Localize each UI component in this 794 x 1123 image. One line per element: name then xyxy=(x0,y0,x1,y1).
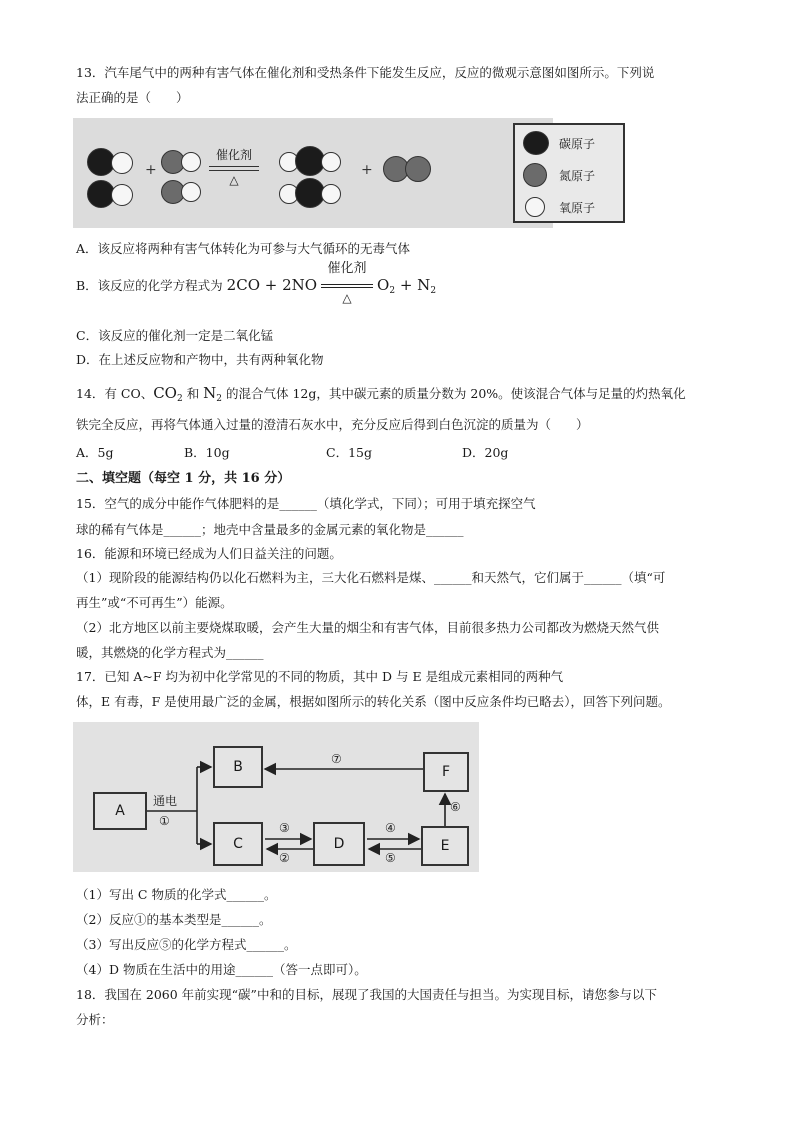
oxygen-atom xyxy=(181,152,201,172)
diagram-arrows xyxy=(73,722,479,872)
q13-option-b xyxy=(76,260,437,305)
node-d: D xyxy=(313,822,365,866)
q17-sub4: （4）D 物质在生活中的用途______（答一点即可）。 xyxy=(76,962,367,977)
reaction-7-label: ⑦ xyxy=(331,752,342,766)
formula-co2: CO xyxy=(153,384,177,402)
q16-line1: 16．能源和环境已经成为人们日益关注的问题。 xyxy=(76,546,342,561)
q14-stem-line2: 铁完全反应，再将气体通入过量的澄清石灰水中，充分反应后得到白色沉淀的质量为（ ） xyxy=(76,417,589,432)
legend-carbon: 碳原子 xyxy=(559,137,596,151)
oxygen-atom xyxy=(111,184,133,206)
q13-stem-line2: 法正确的是（ ） xyxy=(76,90,189,105)
q14-option-a: A．5g xyxy=(76,445,114,460)
subscript: 2 xyxy=(389,286,396,296)
node-f: F xyxy=(423,752,469,792)
node-b: B xyxy=(213,746,263,788)
q14-text: 的混合气体 12g，其中碳元素的质量分数为 20%。使该混合气体与足量的灼热氧化 xyxy=(222,386,686,401)
nitrogen-legend-swatch xyxy=(523,163,547,187)
reaction-equals-line xyxy=(209,170,259,171)
equation-condition xyxy=(321,260,373,305)
q18-line2: 分析： xyxy=(76,1012,114,1027)
node-e: E xyxy=(421,826,469,866)
reaction-6-label: ⑥ xyxy=(450,800,461,814)
q16-line3: 再生”或“不可再生”）能源。 xyxy=(76,595,233,610)
reaction-equals-line xyxy=(209,166,259,167)
reaction-5-label: ⑤ xyxy=(385,851,396,865)
q14-text: 14．有 CO、 xyxy=(76,386,154,401)
subscript: 2 xyxy=(430,286,437,296)
q14-option-d: D．20g xyxy=(462,445,509,460)
q14-option-c: C．15g xyxy=(326,445,372,460)
subscript: 2 xyxy=(216,394,223,404)
q17-line2: 体，E 有毒，F 是使用最广泛的金属，根据如图所示的转化关系（图中反应条件均已略去），回答下列问题。 xyxy=(76,694,671,709)
q15-line1: 15．空气的成分中能作气体肥料的是______（填化学式，下同）；可用于填充探空气 xyxy=(76,496,536,511)
q17-transformation-diagram xyxy=(73,722,479,872)
q18-line1: 18．我国在 2060 年前实现“碳”中和的目标，展现了我国的大国责任与担当。为实现目标，请您参与以下 xyxy=(76,987,657,1002)
q14-text: 和 xyxy=(182,386,204,401)
q13-option-c: C．该反应的催化剂一定是二氧化锰 xyxy=(76,328,274,343)
equation-n: + N xyxy=(395,276,431,294)
q13-option-d: D．在上述反应物和产物中，共有两种氧化物 xyxy=(76,352,324,367)
oxygen-atom xyxy=(181,182,201,202)
formula-n2: N xyxy=(203,384,217,402)
equation-heat: △ xyxy=(342,290,352,305)
oxygen-legend-swatch xyxy=(525,197,545,217)
q14-stem-line1 xyxy=(76,384,686,408)
oxygen-atom xyxy=(111,152,133,174)
reaction-2-label: ② xyxy=(279,851,290,865)
oxygen-atom xyxy=(321,184,341,204)
q16-line5: 暖，其燃烧的化学方程式为______ xyxy=(76,645,264,660)
equation-line xyxy=(321,287,373,288)
electrolysis-label: 通电 xyxy=(153,794,178,808)
q17-sub2: （2）反应①的基本类型是______。 xyxy=(76,912,272,927)
equation-catalyst: 催化剂 xyxy=(327,260,367,276)
q14-option-b: B．10g xyxy=(184,445,230,460)
nitrogen-atom xyxy=(405,156,431,182)
equation-o: O xyxy=(377,276,390,294)
catalyst-label: 催化剂 xyxy=(215,148,252,162)
q16-line4: （2）北方地区以前主要烧煤取暖，会产生大量的烟尘和有害气体，目前很多热力公司都改为燃烧天然气供 xyxy=(76,620,659,635)
node-c: C xyxy=(213,822,263,866)
q17-sub1: （1）写出 C 物质的化学式______。 xyxy=(76,887,277,902)
q16-line2: （1）现阶段的能源结构仍以化石燃料为主，三大化石燃料是煤、______和天然气，它们属于______（填“可 xyxy=(76,570,666,585)
q13-stem-line1: 13．汽车尾气中的两种有害气体在催化剂和受热条件下能发生反应，反应的微观示意图如图所示。下列说 xyxy=(76,65,655,80)
plus-sign: + xyxy=(145,162,157,178)
q13-option-a: A．该反应将两种有害气体转化为可参与大气循环的无毒气体 xyxy=(76,241,411,256)
node-a: A xyxy=(93,792,147,830)
legend-nitrogen: 氮原子 xyxy=(559,169,596,183)
equation-left: 2CO + 2NO xyxy=(226,276,318,294)
q13-reaction-figure xyxy=(73,118,596,228)
oxygen-atom xyxy=(321,152,341,172)
reaction-3-label: ③ xyxy=(279,821,290,835)
plus-sign: + xyxy=(361,162,373,178)
q15-line2: 球的稀有气体是______；地壳中含量最多的金属元素的氧化物是______ xyxy=(76,522,464,537)
reaction-4-label: ④ xyxy=(385,821,396,835)
carbon-legend-swatch xyxy=(523,131,549,155)
equation-line xyxy=(321,284,373,285)
reaction-1-label: ① xyxy=(159,814,170,828)
option-b-prefix: B．该反应的化学方程式为 xyxy=(76,278,223,293)
heat-symbol: △ xyxy=(229,173,239,187)
q17-line1: 17．已知 A~F 均为初中化学常见的不同的物质，其中 D 与 E 是组成元素相同的两种气 xyxy=(76,669,564,684)
subscript: 2 xyxy=(176,394,183,404)
legend-oxygen: 氧原子 xyxy=(559,201,596,215)
atom-legend xyxy=(513,123,625,223)
section-title: 二、填空题（每空 1 分，共 16 分） xyxy=(76,471,291,486)
q17-sub3: （3）写出反应⑤的化学方程式______。 xyxy=(76,937,297,952)
